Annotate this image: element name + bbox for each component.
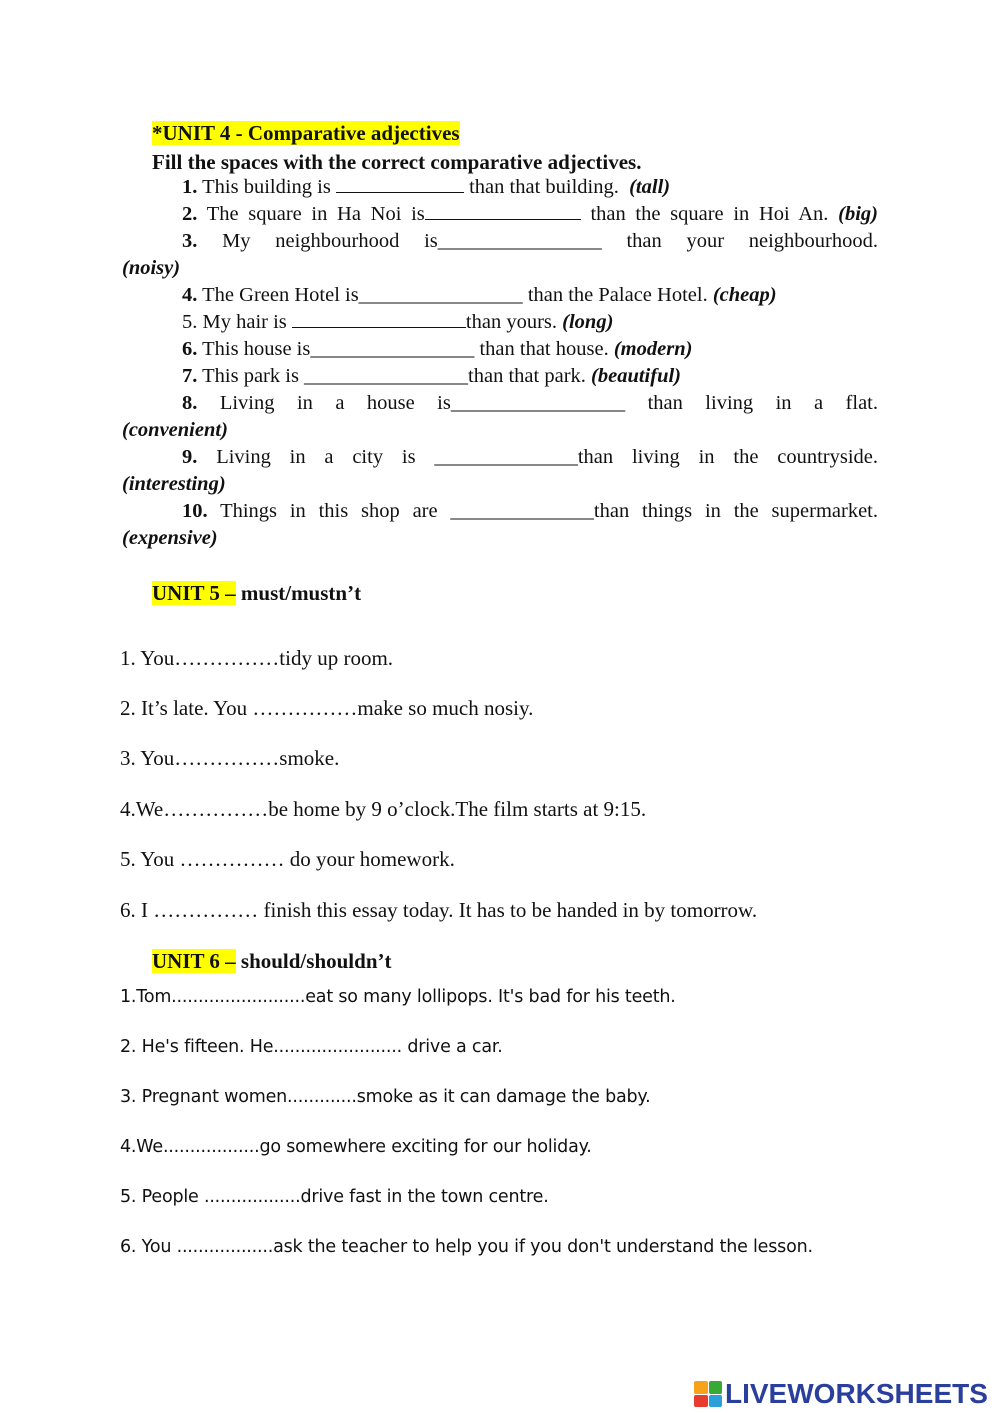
unit4-exercise-list	[122, 174, 878, 552]
unit4-item-hint: (noisy)	[122, 257, 181, 279]
unit6-item: 2. He's fifteen. He........................ drive a car.	[120, 1037, 503, 1057]
unit5-item: 1. You……………tidy up room.	[120, 646, 394, 670]
unit4-item: 4. The Green Hotel is________________ than the Palace Hotel. (cheap)	[182, 284, 777, 306]
unit6-item: 5. People ..................drive fast in the town centre.	[120, 1187, 549, 1207]
unit5-item: 6. I …………… finish this essay today. It has to be handed in by tomorrow.	[120, 898, 758, 922]
liveworksheets-logo-text: LIVEWORKSHEETS	[725, 1378, 988, 1409]
logo-tile	[709, 1381, 723, 1394]
answer-blank[interactable]	[336, 174, 464, 193]
unit4-item: 10. Things in this shop are ______________than things in the supermarket.	[182, 500, 878, 522]
logo-tile	[694, 1395, 708, 1408]
unit6-heading: UNIT 6 – should/shouldn’t	[152, 949, 392, 973]
liveworksheets-logo-icon	[694, 1381, 722, 1407]
unit4-item: 7. This park is ________________than that park. (beautiful)	[182, 365, 681, 387]
unit4-item-hint: (expensive)	[122, 527, 218, 549]
answer-blank[interactable]	[425, 201, 581, 220]
unit4-item-hint: (interesting)	[122, 473, 226, 495]
unit4-item: 1. This building is than that building. (tall)	[182, 176, 671, 198]
unit4-item: 3. My neighbourhood is________________ than your neighbourhood.	[182, 230, 878, 252]
unit4-item: 5. My hair is than yours. (long)	[182, 311, 614, 333]
unit5-item: 2. It’s late. You ……………make so much nosiy.	[120, 696, 534, 720]
unit4-instruction: Fill the spaces with the correct comparative adjectives.	[152, 150, 642, 174]
unit6-item: 4.We..................go somewhere exciting for our holiday.	[120, 1137, 592, 1157]
unit4-item: 8. Living in a house is_________________ than living in a flat.	[182, 392, 878, 414]
answer-blank[interactable]	[292, 309, 466, 328]
unit4-item: 2. The square in Ha Noi is than the square in Hoi An. (big)	[182, 203, 878, 225]
unit5-item: 5. You …………… do your homework.	[120, 847, 455, 871]
unit4-item-hint: (convenient)	[122, 419, 228, 441]
liveworksheets-logo	[694, 1378, 988, 1410]
logo-tile	[694, 1381, 708, 1394]
logo-tile	[709, 1395, 723, 1408]
unit6-item: 1.Tom.........................eat so many lollipops. It's bad for his teeth.	[120, 987, 676, 1007]
unit6-item: 6. You ..................ask the teacher to help you if you don't understand the lesson.	[120, 1237, 813, 1257]
unit5-item: 3. You……………smoke.	[120, 746, 340, 770]
unit5-heading: UNIT 5 – must/mustn’t	[152, 581, 362, 605]
unit4-heading: *UNIT 4 - Comparative adjectives	[152, 121, 460, 145]
unit4-item: 6. This house is________________ than that house. (modern)	[182, 338, 693, 360]
unit4-item: 9. Living in a city is ______________than living in the countryside.	[182, 446, 878, 468]
unit6-item: 3. Pregnant women.............smoke as it can damage the baby.	[120, 1087, 651, 1107]
unit5-item: 4.We……………be home by 9 o’clock.The film starts at 9:15.	[120, 797, 647, 821]
